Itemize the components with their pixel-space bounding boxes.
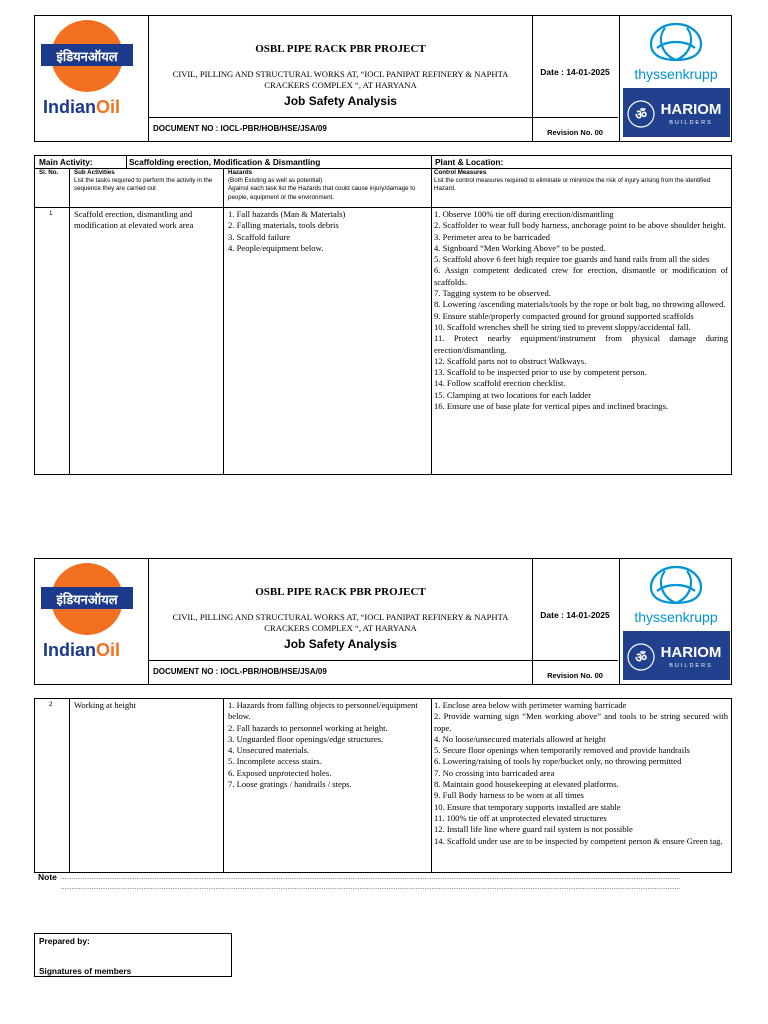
- project-title: OSBL PIPE RACK PBR PROJECT: [255, 586, 426, 598]
- control-measure-item: 1. Enclose area below with perimeter warning barricade: [434, 700, 627, 710]
- revision-number: Revision No. 00: [547, 671, 603, 680]
- note-line-1: ........................................................................................................................................................................................................................................................................................................................................................: [61, 875, 681, 881]
- control-measure-item: 8. Lowering /ascending materials/tools by the rope or bolt bag, no throwing allowed.: [434, 299, 726, 310]
- jsa-table-1: [34, 155, 732, 475]
- hariom-builders-logo: [623, 88, 730, 137]
- control-measure-item: 5. Scaffold above 6 feet high require toe guards and hand rails from all the sides: [434, 254, 710, 265]
- control-measure-item: 9. Full Body harness to be worn at all times: [434, 790, 584, 801]
- control-measure-item: 10. Ensure that temporary supports installed are stable: [434, 801, 621, 812]
- project-title: OSBL PIPE RACK PBR PROJECT: [255, 43, 426, 55]
- svg-text:HARIOM: HARIOM: [660, 101, 722, 118]
- control-measure-item: 11. Protect nearby equipment/instrument from physical damage during erection/dismantling.: [434, 333, 728, 355]
- signatures-label: Signatures of members: [39, 966, 132, 976]
- row-controls: [434, 700, 728, 847]
- control-measure-item: 6. Lowering/raising of tools by rope/bucket only, no throwing permitted: [434, 756, 682, 767]
- doc-title: Job Safety Analysis: [284, 94, 397, 108]
- indianoil-logo: [37, 18, 145, 138]
- thyssenkrupp-logo: [621, 563, 731, 629]
- control-measure-item: 8. Maintain good housekeeping at elevated platforms.: [434, 779, 619, 790]
- col-sub-header: Sub Activities List the tasks required to perform the activity in the sequence they are carried out: [74, 169, 213, 193]
- control-measure-item: 7. Tagging system to be observed.: [434, 288, 551, 299]
- svg-text:HARIOM: HARIOM: [660, 644, 722, 661]
- svg-text:ॐ: ॐ: [635, 108, 647, 123]
- control-measure-item: 9. Ensure stable/properly compacted ground for ground supported scaffolds: [434, 310, 694, 321]
- project-subtitle: CIVIL, PILLING AND STRUCTURAL WORKS AT, “IOCL PANIPAT REFINERY & NAPHTA CRACKERS COMPLEX “, AT HARYANA: [172, 612, 509, 633]
- svg-text:thyssenkrupp: thyssenkrupp: [634, 66, 718, 82]
- hazard-item: 4. Unsecured materials.: [228, 745, 310, 756]
- control-measure-item: 15. Clamping at two locations for each ladder: [434, 389, 592, 400]
- control-measure-item: 4. Signboard “Men Working Above” to be posted.: [434, 242, 606, 253]
- document-number: DOCUMENT NO : IOCL-PBR/HOB/HSE/JSA/09: [153, 667, 327, 676]
- hazard-item: 2. Falling materials, tools debris: [228, 220, 339, 231]
- svg-text:इंडियनऑयल: इंडियनऑयल: [56, 593, 118, 608]
- date: Date : 14-01-2025: [540, 67, 610, 77]
- header-block-2: [34, 558, 732, 685]
- control-measure-item: 16. Ensure use of base plate for vertical pipes and inclined bracings.: [434, 401, 669, 412]
- indianoil-logo-hindi: इंडियनऑयल: [56, 50, 118, 65]
- date: Date : 14-01-2025: [540, 610, 610, 620]
- revision-number: Revision No. 00: [547, 128, 603, 137]
- control-measure-item: 5. Secure floor openings when temporarily removed and provide handrails: [434, 745, 690, 756]
- control-measure-item: 13. Scaffold to be inspected prior to use by competent person.: [434, 367, 647, 378]
- indianoil-logo: [37, 561, 145, 681]
- control-measure-item: 14. Scaffold under use are to be inspected by competent person & ensure Green tag.: [434, 835, 723, 846]
- svg-text:thyssenkrupp: thyssenkrupp: [634, 609, 718, 625]
- thyssenkrupp-logo: [621, 20, 731, 86]
- col-sl-header: Sl. No.: [39, 169, 59, 176]
- note-label: Note: [38, 872, 57, 882]
- control-measure-item: 7. No crossing into barricaded area: [434, 767, 555, 778]
- header-block-1: [34, 15, 732, 142]
- row-hazards: [228, 209, 428, 254]
- plant-location-label: Plant & Location:: [435, 157, 504, 167]
- col-hazards-header: Hazards (Both Existing as well as potential) Against each task list the Hazards that could cause injury/damage to people, equipment or the environment.: [228, 169, 416, 201]
- control-measure-item: 6. Assign competent dedicated crew for erection, dismantle or modification of scaffolds.: [434, 265, 728, 287]
- col-controls-header: Control Measures List the control measures required to eliminate or minimize the risk of injury arising from the identified Hazard.: [434, 169, 711, 193]
- hazard-item: 2. Fall hazards to personnel working at height.: [228, 722, 388, 733]
- prepared-by-box: [34, 933, 232, 977]
- hazard-item: 6. Exposed unprotected holes.: [228, 767, 332, 778]
- control-measure-item: 12. Scaffold parts not to obstruct Walkways.: [434, 355, 587, 366]
- hazard-item: 4. People/equipment below.: [228, 242, 324, 253]
- hazard-item: 1. Hazards from falling objects to personnel/equipment below.: [228, 700, 418, 722]
- doc-title: Job Safety Analysis: [284, 637, 397, 651]
- note-line-2: ........................................................................................................................................................................................................................................................................................................................................................: [61, 885, 681, 891]
- row-sl: 2: [49, 701, 53, 708]
- hazard-item: 1. Fall hazards (Man & Materials): [228, 209, 346, 219]
- jsa-table-2: [34, 698, 732, 873]
- main-activity-value: Scaffolding erection, Modification & Dismantling: [129, 157, 321, 167]
- hariom-builders-logo: [623, 631, 730, 680]
- svg-text:IndianOil: IndianOil: [43, 640, 121, 660]
- svg-text:IndianOil: IndianOil: [43, 97, 121, 117]
- control-measure-item: 4. No loose/unsecured materials allowed at height: [434, 733, 606, 744]
- row-hazards: [228, 700, 428, 790]
- control-measure-item: 12. Install life line where guard rail system is not possible: [434, 824, 633, 835]
- svg-text:BUILDERS: BUILDERS: [669, 663, 713, 669]
- project-subtitle: CIVIL, PILLING AND STRUCTURAL WORKS AT, “IOCL PANIPAT REFINERY & NAPHTA CRACKERS COMPLEX “, AT HARYANA: [172, 69, 509, 90]
- svg-text:ॐ: ॐ: [635, 651, 647, 666]
- row-sub-activity: Scaffold erection, dismantling and modification at elevated work area: [74, 209, 194, 231]
- main-activity-label: Main Activity:: [39, 157, 93, 167]
- hazard-item: 7. Loose gratings / handrails / steps.: [228, 779, 352, 790]
- control-measure-item: 1. Observe 100% tie off during erection/dismantling: [434, 209, 614, 219]
- document-number: DOCUMENT NO : IOCL-PBR/HOB/HSE/JSA/09: [153, 124, 327, 133]
- control-measure-item: 11. 100% tie off at unprotected elevated structures: [434, 812, 607, 823]
- row-sub-activity: Working at height: [74, 700, 136, 710]
- prepared-by-label: Prepared by:: [39, 936, 90, 946]
- control-measure-item: 2. Provide warning sign “Men working above” and tools to be string secured with rope.: [434, 711, 728, 733]
- hazard-item: 5. Incomplete access stairs.: [228, 756, 322, 767]
- hazard-item: 3. Scaffold failure: [228, 231, 291, 242]
- control-measure-item: 10. Scaffold wrenches shell be string tied to prevent sloppy/accidental fall.: [434, 321, 691, 332]
- control-measure-item: 3. Perimeter area to be barricaded: [434, 231, 550, 242]
- svg-text:BUILDERS: BUILDERS: [669, 120, 713, 126]
- hazard-item: 3. Unguarded floor openings/edge structures.: [228, 733, 384, 744]
- control-measure-item: 2. Scaffolder to wear full body harness, anchorage point to be above shoulder height.: [434, 220, 726, 231]
- row-controls: [434, 209, 728, 412]
- control-measure-item: 14. Follow scaffold erection checklist.: [434, 378, 566, 389]
- row-sl: 1: [49, 210, 53, 217]
